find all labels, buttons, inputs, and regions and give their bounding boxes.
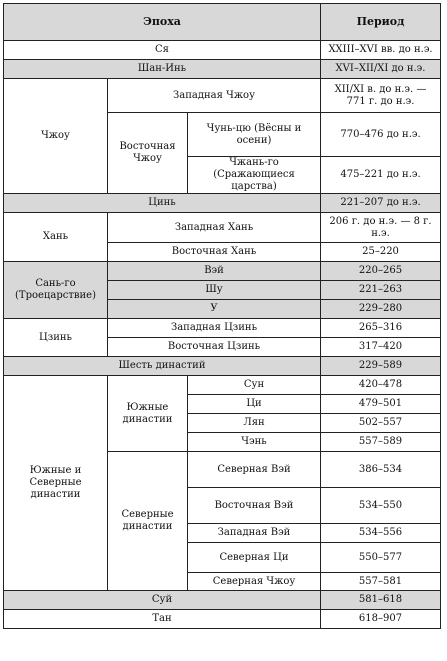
dynasty-table xyxy=(3,3,441,629)
period-eastern-jin: 317–420 xyxy=(321,338,441,357)
era-zhou: Чжоу xyxy=(4,79,108,194)
period-western-wei: 534–556 xyxy=(321,524,441,543)
era-wu: У xyxy=(108,300,321,319)
period-northern-qi: 550–577 xyxy=(321,543,441,573)
period-tang: 618–907 xyxy=(321,610,441,629)
era-southern-dynasties: Южные династии xyxy=(108,376,188,452)
era-wei: Вэй xyxy=(108,262,321,281)
era-northern-dynasties: Северные династии xyxy=(108,452,188,591)
era-northern-qi: Северная Ци xyxy=(188,543,321,573)
era-western-wei: Западная Вэй xyxy=(188,524,321,543)
period-western-zhou: XII/XI в. до н.э. — 771 г. до н.э. xyxy=(321,79,441,113)
era-eastern-jin: Восточная Цзинь xyxy=(108,338,321,357)
period-chunqiu: 770–476 до н.э. xyxy=(321,113,441,157)
era-sui: Суй xyxy=(4,591,321,610)
period-eastern-wei: 534–550 xyxy=(321,488,441,524)
era-six-dynasties: Шесть династий xyxy=(4,357,321,376)
era-chen: Чэнь xyxy=(188,433,321,452)
era-chunqiu: Чунь-цю (Вёсны и осени) xyxy=(188,113,321,157)
era-liang: Лян xyxy=(188,414,321,433)
period-song: 420–478 xyxy=(321,376,441,395)
era-northern-wei: Северная Вэй xyxy=(188,452,321,488)
period-liang: 502–557 xyxy=(321,414,441,433)
era-eastern-wei: Восточная Вэй xyxy=(188,488,321,524)
period-northern-zhou: 557–581 xyxy=(321,573,441,591)
era-eastern-zhou: Восточная Чжоу xyxy=(108,113,188,194)
era-western-zhou: Западная Чжоу xyxy=(108,79,321,113)
period-shu: 221–263 xyxy=(321,281,441,300)
period-western-jin: 265–316 xyxy=(321,319,441,338)
period-xia: XXIII–XVI вв. до н.э. xyxy=(321,41,441,60)
period-eastern-han: 25–220 xyxy=(321,243,441,262)
period-wu: 229–280 xyxy=(321,300,441,319)
era-shang: Шан-Инь xyxy=(4,60,321,79)
period-qi: 479–501 xyxy=(321,395,441,414)
period-western-han: 206 г. до н.э. — 8 г. н.э. xyxy=(321,213,441,243)
era-jin: Цзинь xyxy=(4,319,108,357)
era-han: Хань xyxy=(4,213,108,262)
era-qin: Цинь xyxy=(4,194,321,213)
era-song: Сун xyxy=(188,376,321,395)
period-wei: 220–265 xyxy=(321,262,441,281)
era-north-south: Южные и Северные династии xyxy=(4,376,108,591)
era-tang: Тан xyxy=(4,610,321,629)
period-shang: XVI–XII/XI до н.э. xyxy=(321,60,441,79)
period-sui: 581–618 xyxy=(321,591,441,610)
period-six-dynasties: 229–589 xyxy=(321,357,441,376)
era-three-kingdoms: Сань-го (Троецарствие) xyxy=(4,262,108,319)
era-shu: Шу xyxy=(108,281,321,300)
period-zhanguo: 475–221 до н.э. xyxy=(321,157,441,194)
era-western-jin: Западная Цзинь xyxy=(108,319,321,338)
era-qi: Ци xyxy=(188,395,321,414)
era-zhanguo: Чжань-го (Сражающиеся царства) xyxy=(188,157,321,194)
era-eastern-han: Восточная Хань xyxy=(108,243,321,262)
period-northern-wei: 386–534 xyxy=(321,452,441,488)
era-northern-zhou: Северная Чжоу xyxy=(188,573,321,591)
period-header: Период xyxy=(321,4,441,41)
period-chen: 557–589 xyxy=(321,433,441,452)
era-header: Эпоха xyxy=(4,4,321,41)
era-western-han: Западная Хань xyxy=(108,213,321,243)
period-qin: 221–207 до н.э. xyxy=(321,194,441,213)
era-xia: Ся xyxy=(4,41,321,60)
